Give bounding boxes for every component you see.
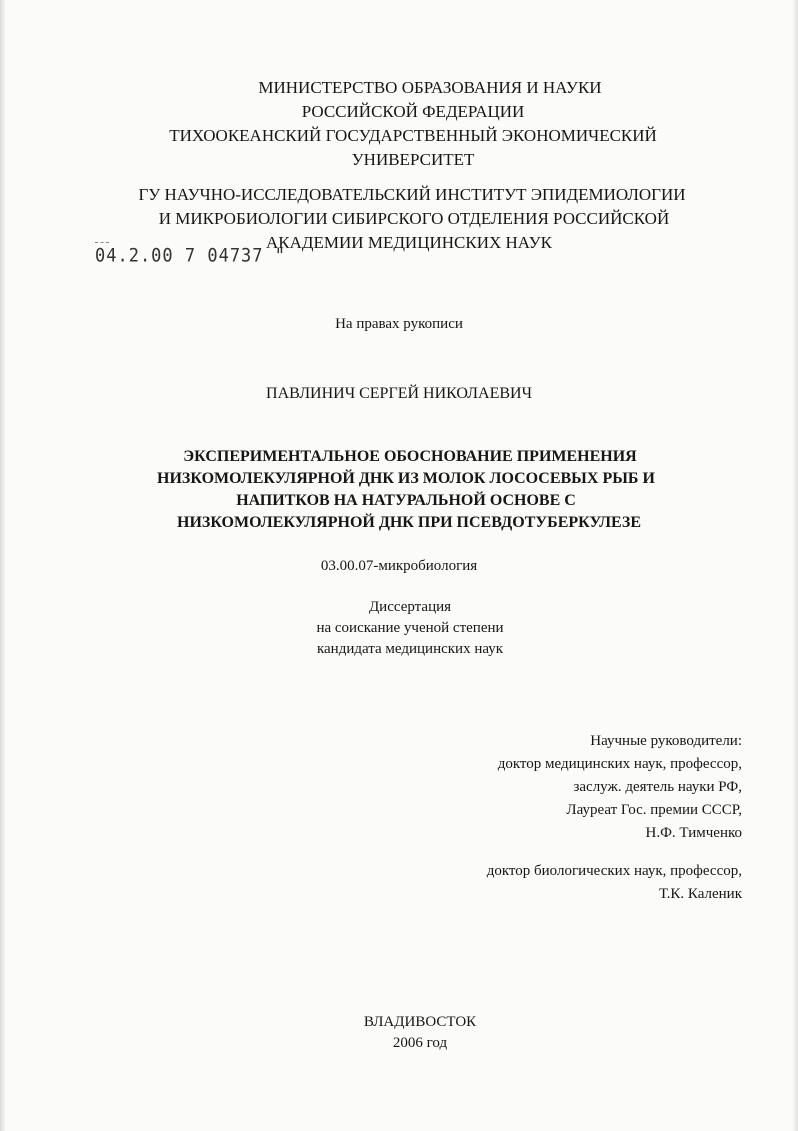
title-line: НАПИТКОВ НА НАТУРАЛЬНОЙ ОСНОВЕ С	[236, 492, 576, 509]
advisor-line: Лауреат Гос. премии СССР,	[566, 802, 742, 818]
library-stamp: 04.2.00 7 04737 "	[95, 244, 286, 268]
advisors-heading: Научные руководители:	[590, 733, 742, 749]
advisor-line: заслуж. деятель науки РФ,	[573, 779, 742, 795]
footer-place-year	[0, 1012, 798, 1054]
degree-line: Диссертация	[368, 599, 452, 615]
author-name: ПАВЛИНИЧ СЕРГЕЙ НИКОЛАЕВИЧ	[266, 385, 532, 402]
title-line: ЭКСПЕРИМЕНТАЛЬНОЕ ОБОСНОВАНИЕ ПРИМЕНЕНИЯ	[183, 448, 637, 465]
degree-line: на соискание ученой степени	[316, 620, 504, 636]
ministry-line: РОССИЙСКОЙ ФЕДЕРАЦИИ	[301, 102, 525, 121]
stamp-tick	[95, 242, 109, 243]
specialty-code: 03.00.07-микробиология	[320, 558, 478, 574]
institute-line: И МИКРОБИОЛОГИИ СИБИРСКОГО ОТДЕЛЕНИЯ РОССИЙСКОЙ	[158, 209, 670, 228]
institute-line: ГУ НАУЧНО-ИССЛЕДОВАТЕЛЬСКИЙ ИНСТИТУТ ЭПИДЕМИОЛОГИИ	[138, 185, 686, 204]
advisor-line: доктор медицинских наук, профессор,	[497, 756, 742, 772]
advisor-name: Т.К. Каленик	[659, 886, 742, 902]
year: 2006 год	[392, 1035, 448, 1051]
degree-line: кандидата медицинских наук	[316, 641, 504, 657]
title-line: НИЗКОМОЛЕКУЛЯРНОЙ ДНК ПРИ ПСЕВДОТУБЕРКУЛЕЗЕ	[177, 514, 641, 531]
ministry-line: МИНИСТЕРСТВО ОБРАЗОВАНИЯ И НАУКИ	[258, 78, 602, 97]
ministry-line: УНИВЕРСИТЕТ	[351, 150, 475, 169]
advisor-line: доктор биологических наук, профессор,	[486, 863, 742, 879]
second-advisor-block	[487, 860, 742, 906]
dissertation-degree	[0, 597, 798, 660]
ministry-header	[0, 76, 798, 172]
advisor-name: Н.Ф. Тимченко	[645, 825, 742, 841]
advisors-block	[498, 730, 742, 845]
city-name: ВЛАДИВОСТОК	[363, 1014, 477, 1030]
title-line: НИЗКОМОЛЕКУЛЯРНОЙ ДНК ИЗ МОЛОК ЛОСОСЕВЫХ РЫБ И	[157, 470, 655, 487]
institute-line: АКАДЕМИИ МЕДИЦИНСКИХ НАУК	[266, 233, 552, 252]
dissertation-title	[0, 446, 798, 534]
manuscript-note: На правах рукописи	[335, 316, 463, 332]
ministry-line: ТИХООКЕАНСКИЙ ГОСУДАРСТВЕННЫЙ ЭКОНОМИЧЕСКИЙ	[169, 126, 657, 145]
